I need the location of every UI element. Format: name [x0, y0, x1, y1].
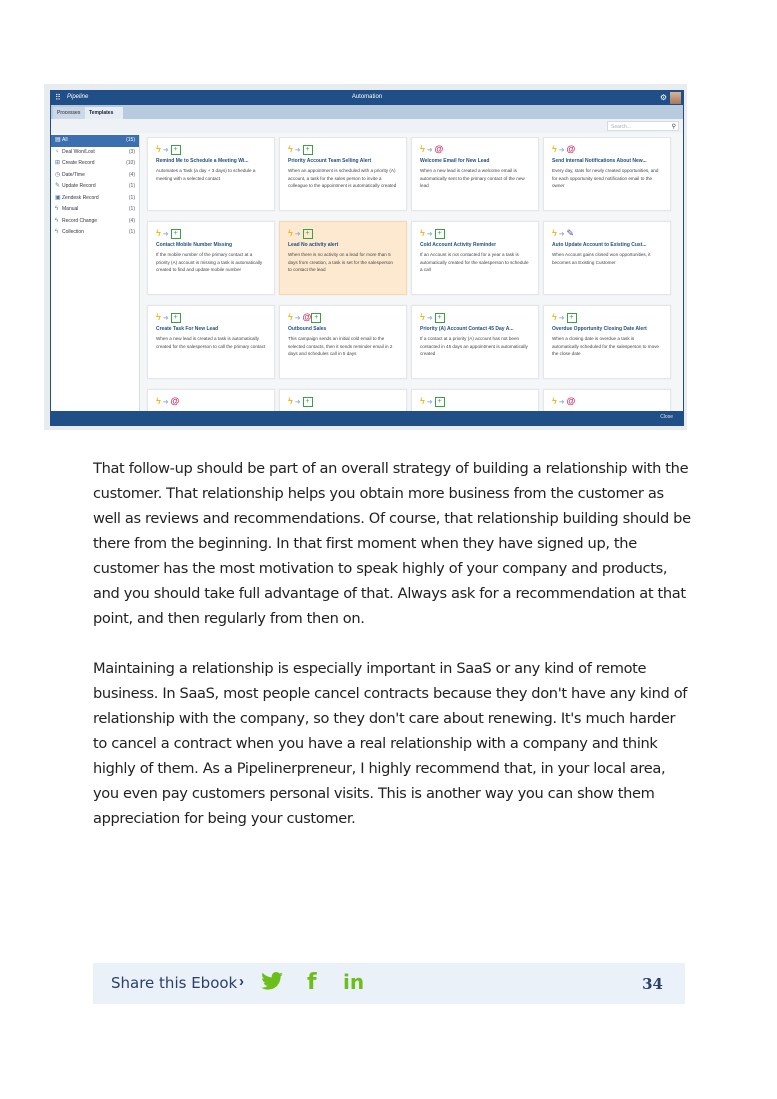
card-icons: [156, 312, 181, 323]
trigger-bolt-icon: ϟ: [288, 228, 293, 238]
card-icons: [420, 228, 445, 239]
sidebar-item-count: (1): [128, 229, 135, 235]
create-task-icon: +: [303, 145, 313, 155]
create-task-icon: +: [435, 313, 445, 323]
sidebar-item[interactable]: [51, 147, 139, 159]
trigger-bolt-icon: ϟ: [552, 396, 557, 406]
tab-processes[interactable]: Processes: [53, 107, 91, 119]
arrow-right-icon: ➜: [556, 315, 567, 322]
sidebar-item-count: (1): [128, 183, 135, 189]
trigger-bolt-icon: ϟ: [420, 144, 425, 154]
create-task-icon: +: [171, 229, 181, 239]
card-icons: [288, 396, 313, 407]
automation-app-window: [50, 90, 684, 426]
template-card[interactable]: [411, 137, 539, 211]
email-at-icon: @: [566, 396, 576, 406]
body-paragraph-1: That follow-up should be part of an overall strategy of building a relationship with the customer. That relationship helps you obtain more business from the customer as well as reviews and recommendations. Of course, that relationship building should be there from the beginning. In that first moment when they have signed up, the customer has the most motivation to speak highly of your company and products, and you should take full advantage of that. Always ask for a recommendation at that point, and then regularly from then on.: [93, 460, 691, 627]
update-pencil-icon: ✎: [566, 228, 575, 238]
arrow-right-icon: ➜: [556, 399, 567, 406]
card-description: Automates a Task (a day + 3 days) to schedule a meeting with a selected contact: [156, 168, 256, 181]
trigger-bolt-icon: ϟ: [420, 312, 425, 322]
card-description: When a new lead is created a welcome email is automatically sent to the primary contact of the new lead: [420, 168, 525, 188]
email-at-icon: @: [434, 144, 444, 154]
create-icon: ⊞: [55, 160, 61, 166]
template-card[interactable]: [279, 221, 407, 295]
pencil-icon: ✎: [55, 183, 61, 189]
arrow-right-icon: ➜: [160, 231, 171, 238]
sidebar-item-label: Record Change: [62, 217, 98, 224]
arrow-right-icon: ➜: [424, 315, 435, 322]
card-title: Contact Mobile Number Missing: [156, 242, 233, 248]
trigger-bolt-icon: ϟ: [420, 396, 425, 406]
card-icons: [552, 396, 575, 407]
sidebar-item-label: Create Record: [62, 160, 95, 166]
sidebar-item-count: (10): [126, 160, 135, 166]
card-description: When there is no activity on a lead for more than 5 days from creation, a task is set for the salesperson to contact the lead: [288, 252, 393, 272]
app-logo: Pipeline: [67, 94, 89, 100]
sidebar-item[interactable]: [51, 135, 139, 147]
list-icon: ▤: [55, 137, 61, 143]
template-card[interactable]: [543, 305, 671, 379]
sidebar-item[interactable]: [51, 216, 139, 228]
search-icon[interactable]: ⚲: [671, 124, 676, 130]
card-icons: [420, 396, 445, 407]
sidebar-item-label: Collection: [62, 229, 84, 235]
arrow-right-icon: ➜: [424, 147, 435, 154]
sidebar-item-label: Deal Won/Lost: [62, 148, 95, 155]
search-row: [51, 119, 683, 133]
share-ebook-label[interactable]: Share this Ebook: [111, 974, 238, 992]
chevron-right-icon: ›: [239, 973, 244, 990]
template-card[interactable]: [279, 305, 407, 379]
card-icons: [420, 312, 445, 323]
email-at-icon: @: [302, 312, 312, 322]
card-description: When an appointment is scheduled with a priority (A) account, a task for the sales person to invite a colleague to the appointment is automatically created: [288, 168, 397, 188]
card-title: Overdue Opportunity Closing Date Alert: [552, 326, 647, 332]
close-button[interactable]: Close: [660, 414, 673, 420]
sidebar-item-label: Manual: [62, 206, 79, 212]
bolt-icon: ϟ: [55, 217, 59, 224]
card-icons: [552, 228, 574, 239]
create-task-icon: +: [303, 229, 313, 239]
app-bottombar: [51, 411, 683, 425]
trigger-bolt-icon: ϟ: [288, 396, 293, 406]
arrow-right-icon: ➜: [424, 399, 435, 406]
sidebar-item-count: (4): [128, 217, 135, 224]
create-task-icon: +: [567, 313, 577, 323]
arrow-right-icon: ➜: [292, 231, 303, 238]
embedded-app-screenshot: [44, 84, 687, 430]
create-task-icon: +: [171, 145, 181, 155]
sidebar-item[interactable]: [51, 204, 139, 216]
arrow-right-icon: ➜: [160, 147, 171, 154]
template-cards-grid: [143, 137, 679, 411]
card-icons: [288, 144, 313, 155]
template-card-partial[interactable]: [279, 389, 407, 411]
template-card-partial[interactable]: [543, 389, 671, 411]
arrow-right-icon: ➜: [556, 147, 567, 154]
card-title: Priority Account Team Selling Alert: [288, 158, 372, 164]
time-icon: ◷: [55, 171, 61, 178]
arrow-right-icon: ➜: [292, 147, 303, 154]
card-icons: [156, 144, 181, 155]
card-title: Auto Update Account to Existing Cust...: [552, 242, 647, 248]
arrow-right-icon: ➜: [160, 399, 171, 406]
template-card[interactable]: [543, 137, 671, 211]
arrow-right-icon: ➜: [556, 231, 567, 238]
trigger-bolt-icon: ϟ: [156, 228, 161, 238]
page-number: 34: [642, 975, 663, 993]
sidebar-item-label: Zendesk Record: [62, 194, 99, 201]
app-title: Automation: [351, 94, 383, 100]
sidebar-item[interactable]: [51, 227, 139, 239]
sidebar-item-count: (4): [128, 171, 135, 178]
body-paragraph-2: Maintaining a relationship is especially important in SaaS or any kind of remote business. In SaaS, most people cancel contracts because they don't have any kind of relationship with the company, so they don't care about renewing. It's much harder to cancel a contract when you have a real relationship with a company and think highly of them. As a Pipelinerpreneur, I highly recommend that, in your local area, you even pay customers personal visits. This is another way you can show them appreciation for being your customer.: [93, 660, 688, 827]
card-icons: [288, 228, 313, 239]
card-icons: [288, 312, 321, 323]
sidebar-item[interactable]: [51, 181, 139, 193]
card-description: This campaign sends an initial cold email to the selected contacts, then it sends reminder email in 2 days and schedules call in 5 days: [288, 336, 393, 356]
sidebar-item-count: (15): [126, 137, 135, 143]
trigger-bolt-icon: ϟ: [552, 312, 557, 322]
bolt-icon: ϟ: [55, 206, 59, 212]
card-title: Send Internal Notifications About New...: [552, 158, 647, 164]
search-placeholder: Search...: [611, 124, 632, 130]
arrow-right-icon: ➜: [424, 231, 435, 238]
template-card[interactable]: [147, 305, 275, 379]
sidebar-item-count: (1): [128, 194, 135, 201]
card-icons: [156, 396, 179, 407]
create-task-icon: +: [435, 229, 445, 239]
card-description: When a new lead is created a task is automatically created for the salesperson to call the primary contact: [156, 336, 266, 349]
user-avatar[interactable]: [670, 92, 681, 104]
linkedin-icon[interactable]: in: [343, 970, 365, 994]
template-card[interactable]: [147, 221, 275, 295]
template-card[interactable]: [543, 221, 671, 295]
sidebar-item[interactable]: [51, 193, 139, 205]
bolt-icon: ϟ: [55, 229, 59, 235]
template-card[interactable]: [147, 137, 275, 211]
arrow-right-icon: ➜: [160, 315, 171, 322]
trigger-bolt-icon: ϟ: [420, 228, 425, 238]
card-description: Every day, stats for newly created opportunities, and for each opportunity send notification email to the owner: [552, 168, 659, 188]
app-tabs: [51, 105, 683, 119]
card-icons: [156, 228, 181, 239]
facebook-icon[interactable]: f: [307, 970, 317, 995]
trigger-bolt-icon: ϟ: [288, 144, 293, 154]
card-title: Lead No activity alert: [288, 242, 339, 248]
template-card-partial[interactable]: [411, 389, 539, 411]
twitter-icon[interactable]: [261, 972, 283, 990]
arrow-right-icon: ➜: [292, 315, 303, 322]
card-title: Cold Account Activity Reminder: [420, 242, 497, 248]
card-title: Create Task For New Lead: [156, 326, 219, 332]
sidebar-item-label: Date/Time: [62, 171, 85, 178]
create-task-icon: +: [303, 397, 313, 407]
card-title: Welcome Email for New Lead: [420, 158, 490, 164]
search-input[interactable]: [607, 121, 679, 131]
trigger-bolt-icon: ϟ: [156, 144, 161, 154]
trigger-bolt-icon: ϟ: [156, 396, 161, 406]
share-footer: [93, 963, 685, 1004]
trigger-bolt-icon: ϟ: [552, 228, 557, 238]
card-title: Remind Me to Schedule a Meeting Wi...: [156, 158, 249, 164]
gear-icon[interactable]: ⚙: [659, 93, 667, 102]
email-at-icon: @: [170, 396, 180, 406]
sidebar-item-label: Update Record: [62, 183, 96, 189]
card-description: If the mobile number of the primary contact at a priority (A) account is missing a task is automatically created to find and update mobile number: [156, 252, 263, 272]
card-icons: [420, 144, 443, 155]
zendesk-icon: ▣: [55, 194, 61, 201]
apps-grid-icon[interactable]: ⠿: [55, 93, 61, 102]
card-description: When a closing date is overdue a task is automatically scheduled for the salesperson to move the close date: [552, 336, 659, 356]
card-title: Priority (A) Account Contact 45 Day A...: [420, 326, 514, 332]
app-topbar: [51, 91, 683, 105]
arrow-right-icon: ➜: [292, 399, 303, 406]
trigger-bolt-icon: ϟ: [288, 312, 293, 322]
template-card[interactable]: [279, 137, 407, 211]
trigger-bolt-icon: ϟ: [552, 144, 557, 154]
create-task-icon: +: [435, 397, 445, 407]
template-category-sidebar: [51, 135, 140, 411]
tab-templates[interactable]: Templates: [85, 107, 123, 119]
trigger-bolt-icon: ϟ: [156, 312, 161, 322]
sidebar-item-count: (3): [128, 148, 135, 155]
template-card-partial[interactable]: [147, 389, 275, 411]
create-task-icon: +: [171, 313, 181, 323]
sidebar-item-count: (1): [128, 206, 135, 212]
card-title: Outbound Sales: [288, 326, 327, 332]
create-task-icon: +: [311, 313, 321, 323]
template-card[interactable]: [411, 221, 539, 295]
card-icons: [552, 312, 577, 323]
sidebar-item[interactable]: [51, 170, 139, 182]
card-icons: [552, 144, 575, 155]
deal-icon: ♀: [55, 148, 60, 155]
email-at-icon: @: [566, 144, 576, 154]
card-description: If an Account is not contacted for a year a task is automatically created for the salesperson to schedule a call: [420, 252, 529, 272]
sidebar-item-label: All: [62, 137, 68, 143]
sidebar-item[interactable]: [51, 158, 139, 170]
card-description: If a contact at a priority (A) account has not been contacted in 45 days an appointment is automatically created: [420, 336, 528, 356]
template-card[interactable]: [411, 305, 539, 379]
card-description: When Account gains closed won opportunities, it becomes an Existing Customer: [552, 252, 651, 265]
